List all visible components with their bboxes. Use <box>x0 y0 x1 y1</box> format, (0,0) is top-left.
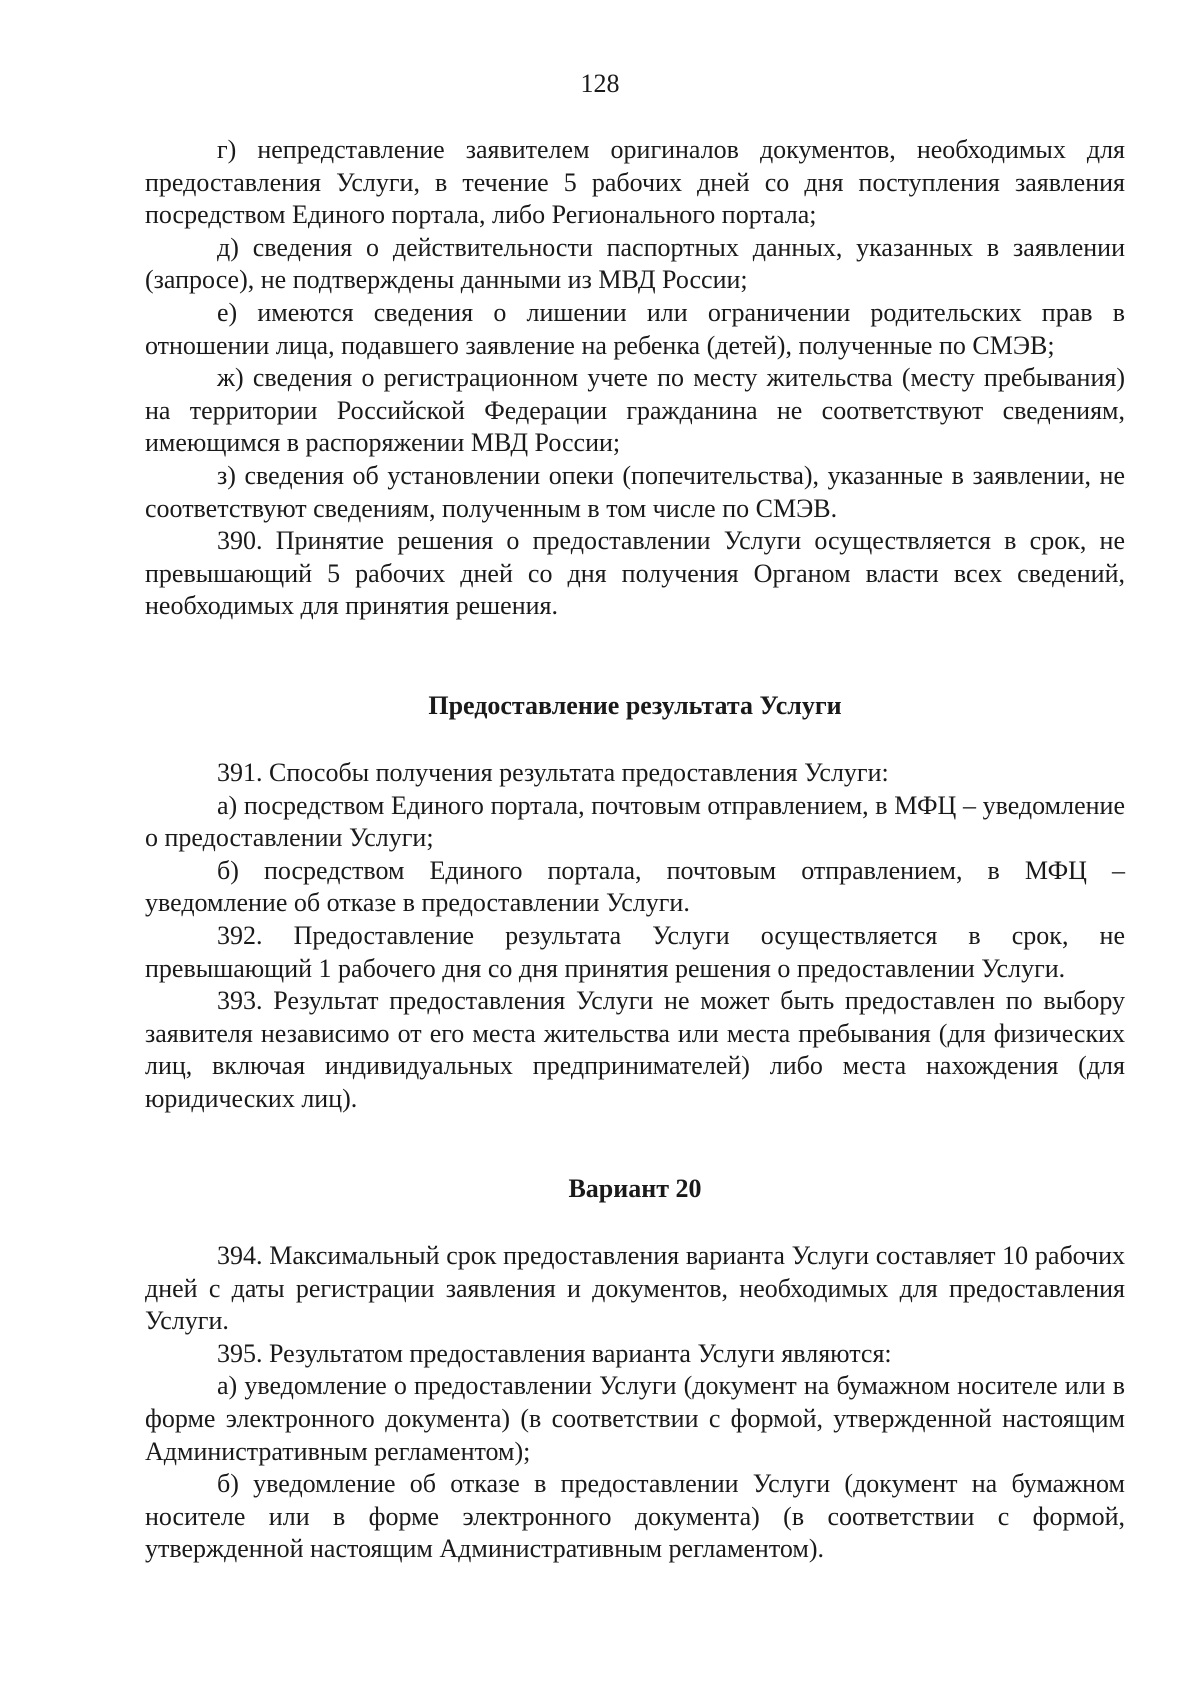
page-number: 128 <box>580 69 620 98</box>
paragraph: 391. Способы получения результата предоставления Услуги: <box>217 758 889 787</box>
paragraph: б) посредством Единого портала, почтовым отправлением, в МФЦ – уведомление об отказе в предоставлении Услуги. <box>145 855 1125 918</box>
paragraph: 395. Результатом предоставления варианта Услуги являются: <box>217 1338 892 1368</box>
paragraph: з) сведения об установлении опеки (попечительства), указанные в заявлении, не соответствуют сведениям, полученным в том числе по СМЭВ. <box>145 460 1125 523</box>
paragraph: г) непредставление заявителем оригиналов документов, необходимых для предоставления Услуги, в течение 5 рабочих дней со дня поступления заявления посредством Единого портала, либо Регионального портала; <box>145 135 1125 230</box>
paragraph: 390. Принятие решения о предоставлении Услуги осуществляется в срок, не превышающий 5 рабочих дней со дня получения Органом власти всех сведений, необходимых для принятия решения. <box>145 526 1125 621</box>
paragraph: б) уведомление об отказе в предоставлении Услуги (документ на бумажном носителе или в форме электронного документа) (в соответствии с формой, утвержденной настоящим Административным регламентом). <box>145 1469 1125 1564</box>
paragraph: е) имеются сведения о лишении или ограничении родительских прав в отношении лица, подавшего заявление на ребенка (детей), полученные по СМЭВ; <box>145 297 1125 360</box>
paragraph: а) посредством Единого портала, почтовым отправлением, в МФЦ – уведомление о предоставлении Услуги; <box>145 790 1125 853</box>
paragraph: а) уведомление о предоставлении Услуги (документ на бумажном носителе или в форме электронного документа) (в соответствии с формой, утвержденной настоящим Административным регламентом); <box>145 1371 1125 1466</box>
paragraph: д) сведения о действительности паспортных данных, указанных в заявлении (запросе), не подтверждены данными из МВД России; <box>145 232 1125 295</box>
text-block-rejection-grounds <box>145 134 1125 623</box>
section-heading: Вариант 20 <box>568 1174 702 1203</box>
text-block-variant-20 <box>145 1240 1125 1566</box>
paragraph: 392. Предоставление результата Услуги осуществляется в срок, не превышающий 1 рабочего дня со дня принятия решения о предоставлении Услуги. <box>145 920 1125 983</box>
paragraph: 393. Результат предоставления Услуги не может быть предоставлен по выбору заявителя независимо от его места жительства или места пребывания (для физических лиц, включая индивидуальных предпринимателей) либо места нахождения (для юридических лиц). <box>145 986 1125 1113</box>
text-block-result-delivery <box>145 757 1125 1116</box>
paragraph: 394. Максимальный срок предоставления варианта Услуги составляет 10 рабочих дней с даты регистрации заявления и документов, необходимых для предоставления Услуги. <box>145 1241 1125 1336</box>
paragraph: ж) сведения о регистрационном учете по месту жительства (месту пребывания) на территории Российской Федерации гражданина не соответствуют сведениям, имеющимся в распоряжении МВД России; <box>145 363 1125 458</box>
section-heading: Предоставление результата Услуги <box>428 691 842 720</box>
